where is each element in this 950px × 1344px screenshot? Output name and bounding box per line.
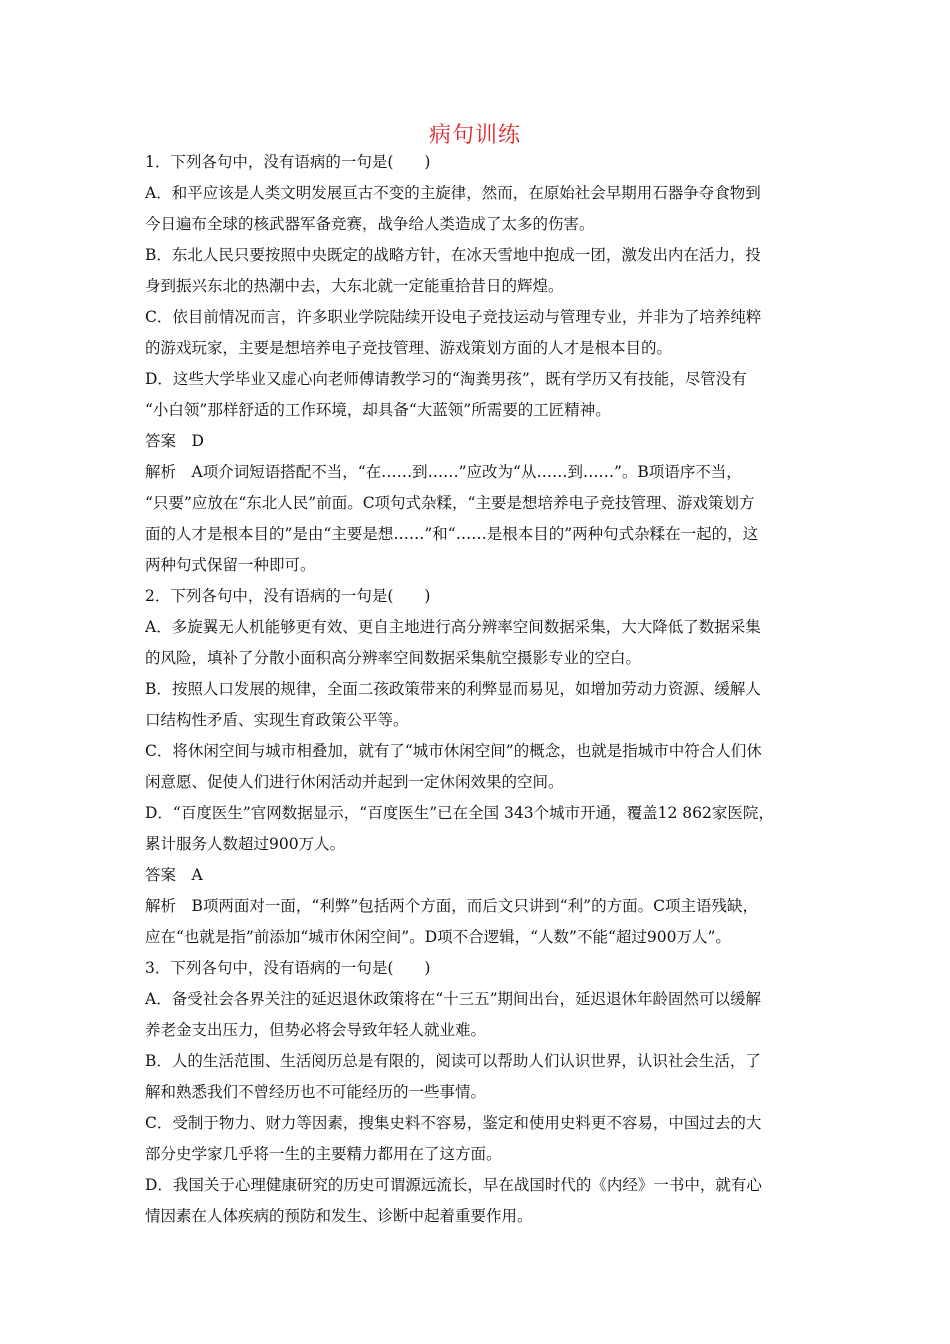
text-line: C．将休闲空间与城市相叠加，就有了“城市休闲空间”的概念，也就是指城市中符合人们休 xyxy=(145,742,762,760)
text-line: “小白领”那样舒适的工作环境，却具备“大蓝领”所需要的工匠精神。 xyxy=(145,401,611,419)
text-line: 答案 D xyxy=(145,432,204,450)
text-line: 养老金支出压力，但势必将会导致年轻人就业难。 xyxy=(145,1021,487,1039)
text-line: 1．下列各句中，没有语病的一句是( ) xyxy=(145,153,431,171)
text-line: A．备受社会各界关注的延迟退休政策将在“十三五”期间出台，延迟退休年龄固然可以缓解 xyxy=(145,990,762,1008)
text-line: B．人的生活范围、生活阅历总是有限的，阅读可以帮助人们认识世界，认识社会生活，了 xyxy=(145,1052,761,1070)
text-line: 解析 A项介词短语搭配不当，“在……到……”应改为“从……到……”。B项语序不当， xyxy=(145,463,742,481)
text-line: B．按照人口发展的规律，全面二孩政策带来的利弊显而易见，如增加劳动力资源、缓解人 xyxy=(145,680,761,698)
text-line: A．多旋翼无人机能够更有效、更自主地进行高分辨率空间数据采集，大大降低了数据采集 xyxy=(145,618,761,636)
text-line: 2．下列各句中，没有语病的一句是( ) xyxy=(145,587,431,605)
text-line: C．依目前情况而言，许多职业学院陆续开设电子竞技运动与管理专业，并非为了培养纯粹 xyxy=(145,308,762,326)
page-title: 病句训练 xyxy=(428,123,521,148)
text-line: C．受制于物力、财力等因素，搜集史料不容易，鉴定和使用史料更不容易，中国过去的大 xyxy=(145,1114,762,1132)
text-line: 3．下列各句中，没有语病的一句是( ) xyxy=(145,959,431,977)
text-line: 答案 A xyxy=(145,866,203,884)
text-line: 部分史学家几乎将一生的主要精力都用在了这方面。 xyxy=(145,1145,502,1163)
text-line: 累计服务人数超过900万人。 xyxy=(145,835,346,853)
text-line: 解和熟悉我们不曾经历也不可能经历的一些事情。 xyxy=(145,1083,487,1101)
text-line: 口结构性矛盾、实现生育政策公平等。 xyxy=(145,711,409,729)
text-line: 解析 B项两面对一面，“利弊”包括两个方面，而后文只讲到“利”的方面。C项主语残缺， xyxy=(145,897,758,915)
text-line: A．和平应该是人类文明发展亘古不变的主旋律，然而，在原始社会早期用石器争夺食物到 xyxy=(145,184,761,202)
text-line: 今日遍布全球的核武器军备竞赛，战争给人类造成了太多的伤害。 xyxy=(145,215,595,233)
text-line: 的游戏玩家，主要是想培养电子竞技管理、游戏策划方面的人才是根本目的。 xyxy=(145,339,673,357)
text-line: 闲意愿、促使人们进行休闲活动并起到一定休闲效果的空间。 xyxy=(145,773,564,791)
text-line: D．这些大学毕业又虚心向老师傅请教学习的“淘粪男孩”，既有学历又有技能，尽管没有 xyxy=(145,370,747,388)
text-line: “只要”应放在“东北人民”前面。C项句式杂糅，“主要是想培养电子竞技管理、游戏策划方 xyxy=(145,494,755,512)
text-line: 两种句式保留一种即可。 xyxy=(145,556,316,574)
text-line: 的风险，填补了分散小面积高分辨率空间数据采集航空摄影专业的空白。 xyxy=(145,649,642,667)
text-line: 情因素在人体疾病的预防和发生、诊断中起着重要作用。 xyxy=(145,1207,533,1225)
text-line: 面的人才是根本目的”是由“主要是想……”和“……是根本目的”两种句式杂糅在一起的，这 xyxy=(145,525,759,543)
text-line: 身到振兴东北的热潮中去，大东北就一定能重拾昔日的辉煌。 xyxy=(145,277,564,295)
text-line: B．东北人民只要按照中央既定的战略方针，在冰天雪地中抱成一团，激发出内在活力，投 xyxy=(145,246,761,264)
text-line: D．我国关于心理健康研究的历史可谓源远流长，早在战国时代的《内经》一书中，就有心 xyxy=(145,1176,762,1194)
document-body xyxy=(145,147,815,1232)
text-line: 应在“也就是指”前添加“城市休闲空间”。D项不合逻辑，“人数”不能“超过900万人”。 xyxy=(145,928,731,946)
text-line: D．“百度医生”官网数据显示，“百度医生”已在全国 343个城市开通，覆盖12 862家医院， xyxy=(145,804,774,822)
